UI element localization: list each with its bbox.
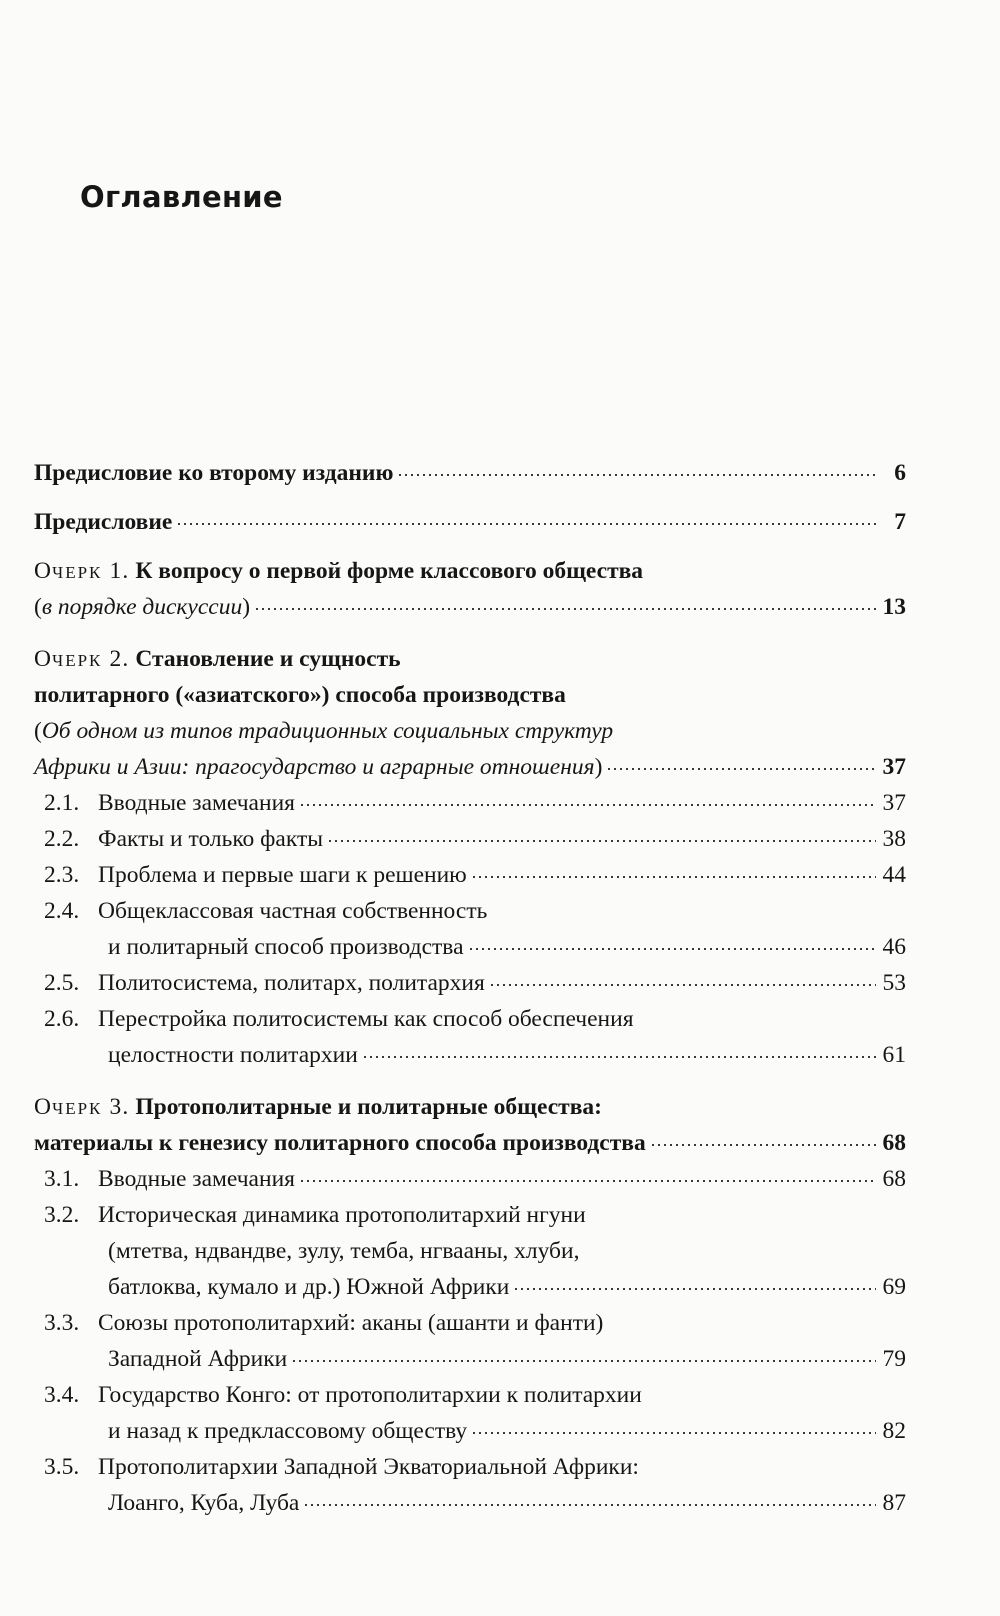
page-number: 68 (882, 1130, 906, 1156)
entry-title: Предисловие (34, 509, 173, 535)
section-title-line1: Историческая динамика протополитархий нгуни (98, 1202, 586, 1228)
dot-leader (299, 801, 876, 809)
dot-leader (291, 1357, 876, 1365)
section-title: Политосистема, политарх, политархия (98, 970, 485, 996)
essay-subtitle-line1: (Об одном из типов традиционных социальных структур (34, 718, 614, 744)
page-number: 44 (882, 862, 906, 888)
page-number: 87 (882, 1490, 906, 1516)
dot-leader (489, 981, 876, 989)
section-title-line2: Лоанго, Куба, Луба (108, 1490, 300, 1516)
section-number: 3.5. (44, 1454, 80, 1480)
section-title-line1: Общеклассовая частная собственность (98, 898, 488, 924)
toc-section-3-3[interactable] (34, 1305, 906, 1377)
section-title-line3: батлоква, кумало и др.) Южной Африки (108, 1274, 510, 1300)
section-number: 3.4. (44, 1382, 80, 1408)
section-title: Вводные замечания (98, 790, 295, 816)
table-of-contents (34, 455, 906, 1521)
section-title: Проблема и первые шаги к решению (98, 862, 467, 888)
section-title-line2: и политарный способ производства (108, 934, 464, 960)
page-number: 38 (882, 826, 906, 852)
page-number: 79 (882, 1346, 906, 1372)
dot-leader (650, 1141, 876, 1149)
dot-leader (299, 1177, 876, 1185)
dot-leader (606, 765, 876, 773)
dot-leader (327, 837, 876, 845)
page-number: 46 (882, 934, 906, 960)
dot-leader (303, 1501, 876, 1509)
page-number: 13 (882, 594, 906, 620)
essay-title-line2: политарного («азиатского») способа производства (34, 682, 566, 708)
page-number: 7 (894, 509, 906, 535)
dot-leader (176, 520, 876, 528)
page-number: 6 (894, 460, 906, 486)
section-title-line1: Перестройка политосистемы как способ обеспечения (98, 1006, 634, 1032)
section-title-line2: и назад к предклассовому обществу (108, 1418, 468, 1444)
dot-leader (397, 471, 876, 479)
page-number: 53 (882, 970, 906, 996)
section-title-line1: Протополитархии Западной Экваториальной Африки: (98, 1454, 639, 1480)
dot-leader (254, 605, 876, 613)
section-title-line2: Западной Африки (108, 1346, 288, 1372)
essay-title-line1: Становление и сущность (135, 646, 401, 672)
section-number: 3.1. (44, 1166, 80, 1192)
section-title-line2: целостности политархии (108, 1042, 358, 1068)
section-number: 2.2. (44, 826, 80, 852)
section-title: Вводные замечания (98, 1166, 295, 1192)
toc-entry-preface-second-edition[interactable] (34, 455, 906, 491)
section-number: 2.6. (44, 1006, 80, 1032)
toc-section-3-1[interactable] (34, 1161, 906, 1197)
essay-subtitle-line2: Африки и Азии: прагосударство и аграрные отношения) (34, 754, 603, 780)
section-title: Факты и только факты (98, 826, 324, 852)
essay-title-line1: Протополитарные и политарные общества: (135, 1094, 602, 1120)
page-number: 37 (882, 754, 906, 780)
dot-leader (362, 1053, 876, 1061)
essay-label: ОЧЕРК 2. (34, 646, 130, 672)
dot-leader (468, 945, 877, 953)
essay-subtitle: (в порядке дискуссии) (34, 594, 251, 620)
essay-label: ОЧЕРК 1. (34, 558, 130, 584)
essay-label: ОЧЕРК 3. (34, 1094, 130, 1120)
essay-title: К вопросу о первой форме классового общества (135, 558, 644, 584)
section-number: 2.1. (44, 790, 80, 816)
section-number: 2.4. (44, 898, 80, 924)
section-number: 3.3. (44, 1310, 80, 1336)
toc-section-3-5[interactable] (34, 1449, 906, 1521)
page-number: 82 (882, 1418, 906, 1444)
section-title-line1: Государство Конго: от протополитархии к политархии (98, 1382, 642, 1408)
dot-leader (513, 1285, 876, 1293)
toc-heading: Оглавление (80, 180, 283, 214)
toc-essay-3[interactable] (34, 1089, 906, 1161)
section-number: 3.2. (44, 1202, 80, 1228)
dot-leader (471, 873, 876, 881)
toc-section-2-5[interactable] (34, 965, 906, 1001)
section-title-line2: (мтетва, ндвандве, зулу, темба, нгвааны, хлуби, (108, 1238, 580, 1264)
toc-essay-1[interactable] (34, 553, 906, 625)
dot-leader (471, 1429, 876, 1437)
toc-section-3-4[interactable] (34, 1377, 906, 1449)
section-number: 2.3. (44, 862, 80, 888)
toc-section-2-1[interactable] (34, 785, 906, 821)
page-number: 69 (882, 1274, 906, 1300)
page-number: 37 (882, 790, 906, 816)
page-number: 68 (882, 1166, 906, 1192)
section-title-line1: Союзы протополитархий: аканы (ашанти и фанти) (98, 1310, 604, 1336)
page-number: 61 (882, 1042, 906, 1068)
toc-section-2-2[interactable] (34, 821, 906, 857)
toc-section-2-4[interactable] (34, 893, 906, 965)
toc-section-3-2[interactable] (34, 1197, 906, 1305)
section-number: 2.5. (44, 970, 80, 996)
toc-entry-preface[interactable] (34, 504, 906, 540)
entry-title: Предисловие ко второму изданию (34, 460, 394, 486)
toc-section-2-3[interactable] (34, 857, 906, 893)
toc-essay-2[interactable] (34, 641, 906, 785)
essay-title-line2: материалы к генезису политарного способа производства (34, 1130, 646, 1156)
toc-section-2-6[interactable] (34, 1001, 906, 1073)
